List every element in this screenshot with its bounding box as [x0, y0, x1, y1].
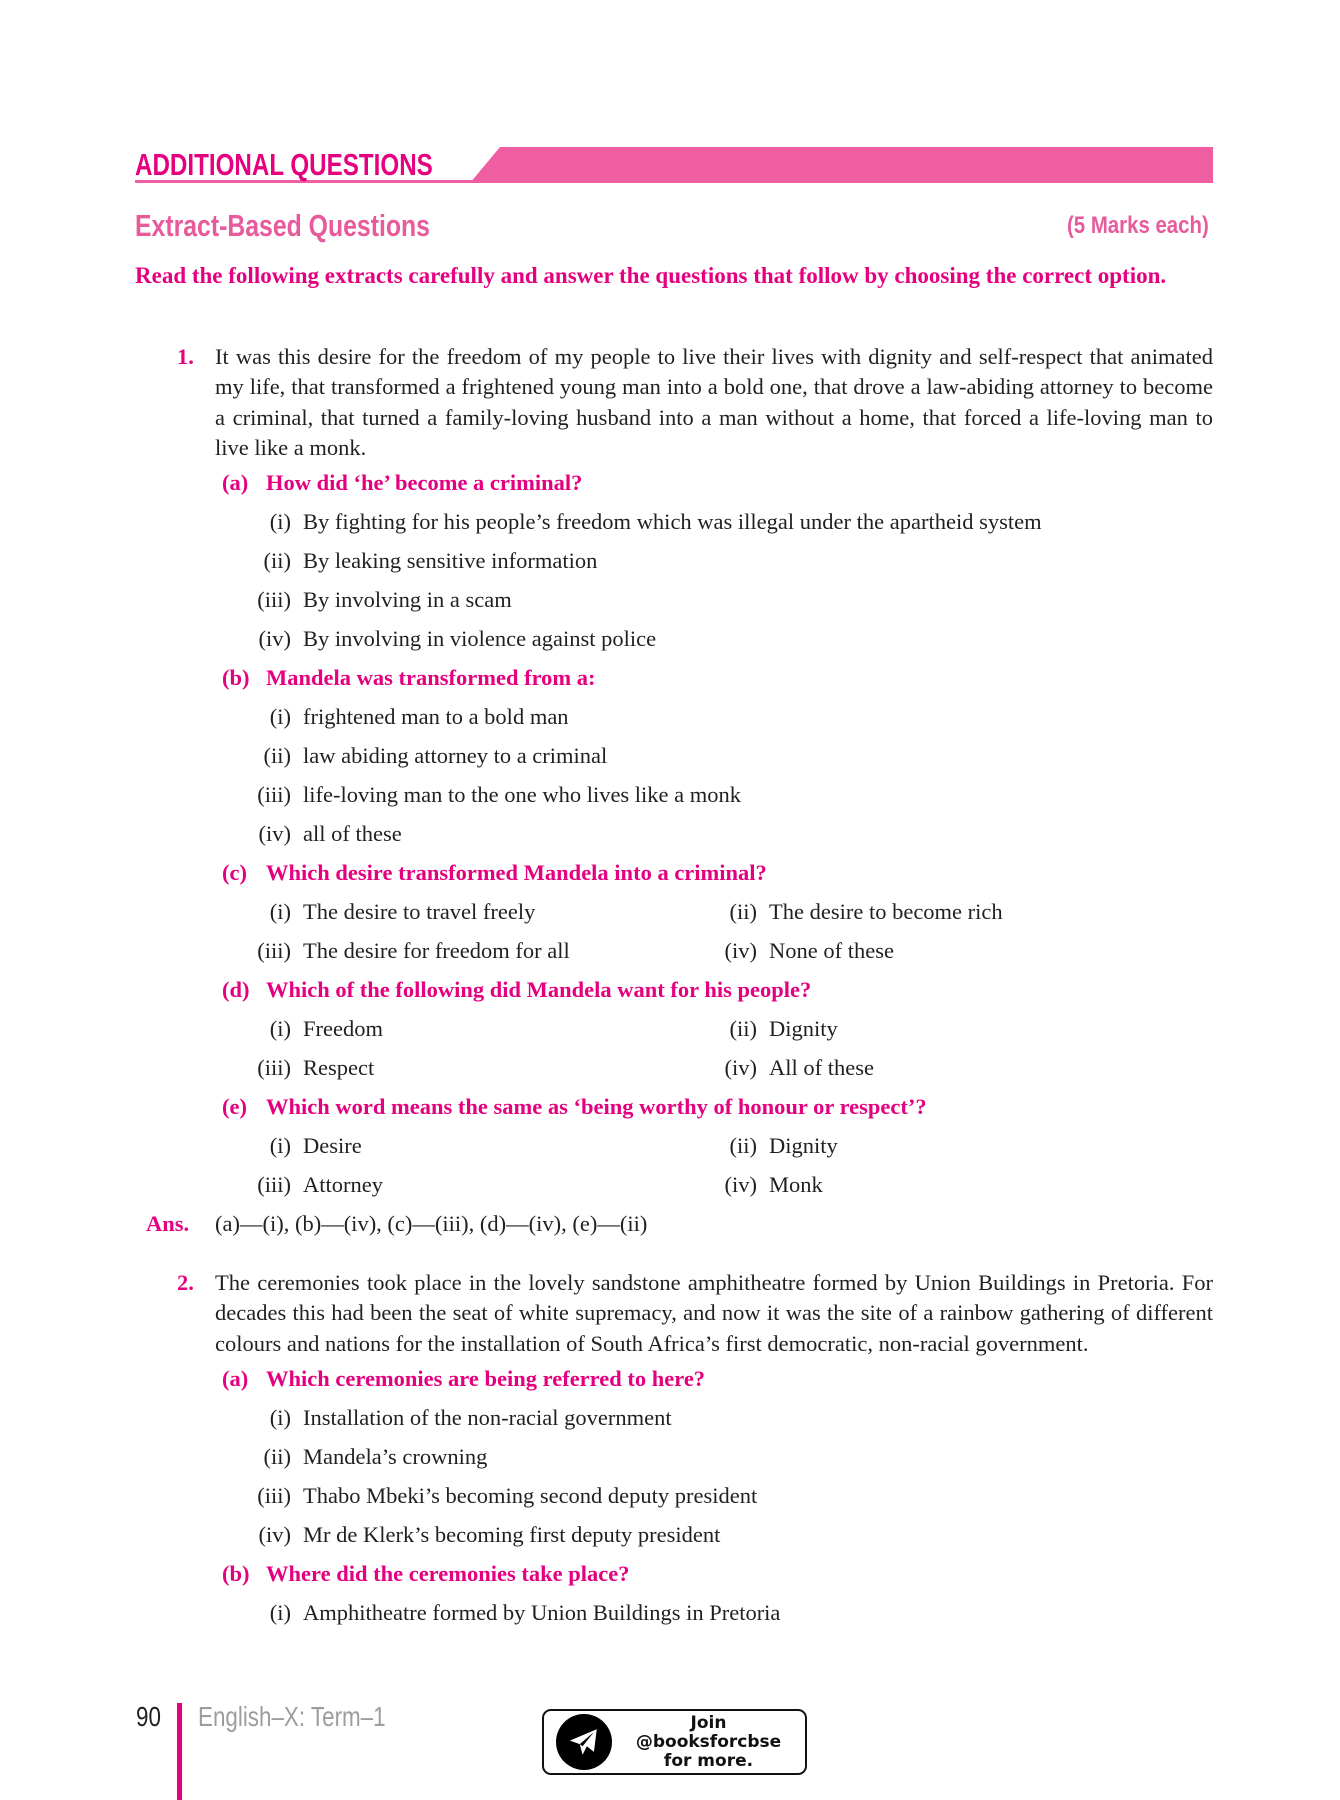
option-text: The desire to become rich [769, 898, 1003, 924]
option [135, 1598, 1049, 1628]
subsection-header [135, 208, 1213, 244]
page-number: 90 [136, 1701, 161, 1732]
option-numeral: (i) [269, 1015, 291, 1041]
sub-question-label: (d) [222, 976, 250, 1002]
option-row [135, 541, 1213, 580]
option-numeral: (ii) [263, 1443, 291, 1469]
option-numeral: (iv) [258, 625, 291, 651]
option-text: Thabo Mbeki’s becoming second deputy president [303, 1482, 758, 1508]
sub-question [135, 1554, 1213, 1593]
footer-divider [177, 1703, 182, 1800]
extract-2 [135, 1268, 1213, 1359]
option [697, 936, 894, 966]
option [697, 1131, 838, 1161]
instructions: Read the following extracts carefully and answer the questions that follow by choosing the correct option. [135, 263, 1167, 288]
option-text: Desire [303, 1132, 362, 1158]
option-numeral: (iii) [257, 586, 291, 612]
option-text: Installation of the non-racial government [303, 1404, 672, 1430]
option-text: None of these [769, 937, 894, 963]
option [697, 1170, 823, 1200]
sub-question-label: (e) [222, 1093, 247, 1119]
option-row [135, 1437, 1213, 1476]
sub-question-text: Which ceremonies are being referred to here? [266, 1365, 706, 1391]
extract-text: It was this desire for the freedom of my people to live their lives with dignity and self-respect that animated my life, that transformed a frightened young man into a bold one, that drove a law-abiding attorney to become a criminal, that turned a family-loving husband into a man without a home, that forced a life-loving man to live like a monk. [215, 344, 1213, 460]
sub-question [135, 853, 1213, 892]
extract-text: The ceremonies took place in the lovely sandstone amphitheatre formed by Union Buildings in Pretoria. For decades this had been the seat of white supremacy, and now it was the site of a rainbow gathering of different colours and nations for the installation of South Africa’s first democratic, non-racial government. [215, 1270, 1213, 1356]
sub-question-label: (a) [222, 469, 249, 495]
option-text: Respect [303, 1054, 375, 1080]
option-row [135, 1048, 1213, 1087]
option [135, 897, 697, 927]
option [135, 1131, 697, 1161]
book-title: English–X: Term–1 [198, 1701, 386, 1732]
option-text: Freedom [303, 1015, 383, 1041]
option-row [135, 892, 1213, 931]
option-row [135, 580, 1213, 619]
sub-question-text: Mandela was transformed from a: [266, 664, 596, 690]
option-row [135, 1398, 1213, 1437]
option-text: Mr de Klerk’s becoming first deputy president [303, 1521, 721, 1547]
option [135, 819, 1049, 849]
option-numeral: (i) [269, 1404, 291, 1430]
option-numeral: (ii) [729, 898, 757, 924]
telegram-icon [556, 1714, 612, 1770]
option-row [135, 931, 1213, 970]
option-text: all of these [303, 820, 402, 846]
option-numeral: (iii) [257, 1054, 291, 1080]
sub-question [135, 1087, 1213, 1126]
option-numeral: (i) [269, 1132, 291, 1158]
option [135, 1170, 697, 1200]
option-row [135, 775, 1213, 814]
option-numeral: (iv) [724, 1171, 757, 1197]
option-text: Attorney [303, 1171, 383, 1197]
option [135, 1520, 1049, 1550]
option-text: Mandela’s crowning [303, 1443, 488, 1469]
option-numeral: (ii) [263, 742, 291, 768]
option [135, 585, 1049, 615]
option-row [135, 1126, 1213, 1165]
sub-question-text: Which word means the same as ‘being worthy of honour or respect’? [266, 1093, 927, 1119]
option-numeral: (iv) [724, 1054, 757, 1080]
promo-line: for more. [663, 1750, 754, 1771]
option-numeral: (i) [269, 703, 291, 729]
option [135, 741, 1049, 771]
option-row [135, 1476, 1213, 1515]
option-text: By leaking sensitive information [303, 547, 598, 573]
section-header [135, 147, 1213, 183]
option-numeral: (i) [269, 898, 291, 924]
option [135, 1403, 1049, 1433]
option [135, 624, 1049, 654]
option-numeral: (i) [269, 1599, 291, 1625]
option-text: Amphitheatre formed by Union Buildings in Pretoria [303, 1599, 781, 1625]
option [697, 897, 1003, 927]
sub-question [135, 970, 1213, 1009]
sub-question-label: (c) [222, 859, 247, 885]
question-1-parts [135, 463, 1213, 1204]
questions [135, 342, 1213, 1632]
option-text: The desire for freedom for all [303, 937, 570, 963]
sub-question-label: (b) [222, 1560, 250, 1586]
option [135, 1053, 697, 1083]
option [135, 1481, 1049, 1511]
option [135, 507, 1049, 537]
option-text: life-loving man to the one who lives like a monk [303, 781, 742, 807]
option-text: law abiding attorney to a criminal [303, 742, 608, 768]
option [135, 780, 1049, 810]
option-row [135, 502, 1213, 541]
option-text: The desire to travel freely [303, 898, 536, 924]
sub-question-label: (b) [222, 664, 250, 690]
option-numeral: (ii) [729, 1132, 757, 1158]
question-number: 2. [177, 1270, 194, 1296]
option [135, 1014, 697, 1044]
option-numeral: (iii) [257, 1171, 291, 1197]
option [135, 936, 697, 966]
option-numeral: (iii) [257, 937, 291, 963]
option-row [135, 619, 1213, 658]
option-text: By fighting for his people’s freedom which was illegal under the apartheid system [303, 508, 1042, 534]
header-bar [470, 147, 1213, 183]
question-2-parts [135, 1359, 1213, 1632]
option [697, 1014, 838, 1044]
marks-label: (5 Marks each) [1067, 212, 1209, 239]
telegram-promo[interactable] [542, 1709, 807, 1775]
option-row [135, 736, 1213, 775]
sub-question [135, 463, 1213, 502]
sub-question-text: How did ‘he’ become a criminal? [266, 469, 583, 495]
header-title: ADDITIONAL QUESTIONS [135, 147, 433, 182]
option [135, 546, 1049, 576]
option-numeral: (iii) [257, 1482, 291, 1508]
option-numeral: (iv) [724, 937, 757, 963]
option-row [135, 814, 1213, 853]
answer-text: (a)—(i), (b)—(iv), (c)—(iii), (d)—(iv), (e)—(ii) [215, 1210, 648, 1236]
sub-question-text: Where did the ceremonies take place? [266, 1560, 630, 1586]
option-text: All of these [769, 1054, 874, 1080]
promo-line: Join [690, 1712, 727, 1733]
sub-question [135, 658, 1213, 697]
option-text: By involving in violence against police [303, 625, 657, 651]
option-numeral: (iv) [258, 820, 291, 846]
option-numeral: (i) [269, 508, 291, 534]
option-row [135, 1593, 1213, 1632]
option-row [135, 697, 1213, 736]
option [135, 1442, 1049, 1472]
answer-label: Ans. [146, 1210, 190, 1236]
subsection-title: Extract-Based Questions [135, 208, 430, 243]
option-text: Monk [769, 1171, 823, 1197]
option [135, 702, 1049, 732]
sub-question-text: Which of the following did Mandela want for his people? [266, 976, 812, 1002]
option-text: Dignity [769, 1015, 838, 1041]
option [697, 1053, 874, 1083]
sub-question-label: (a) [222, 1365, 249, 1391]
sub-question [135, 1359, 1213, 1398]
option-row [135, 1165, 1213, 1204]
option-row [135, 1515, 1213, 1554]
option-numeral: (iii) [257, 781, 291, 807]
option-text: Dignity [769, 1132, 838, 1158]
option-numeral: (ii) [263, 547, 291, 573]
question-number: 1. [177, 344, 194, 369]
option-numeral: (ii) [729, 1015, 757, 1041]
option-text: By involving in a scam [303, 586, 512, 612]
answer-1 [135, 1204, 1213, 1243]
sub-question-text: Which desire transformed Mandela into a criminal? [266, 859, 767, 885]
option-numeral: (iv) [258, 1521, 291, 1547]
option-text: frightened man to a bold man [303, 703, 569, 729]
option-row [135, 1009, 1213, 1048]
promo-handle: @booksforcbse [635, 1731, 782, 1752]
extract-1 [135, 342, 1213, 463]
